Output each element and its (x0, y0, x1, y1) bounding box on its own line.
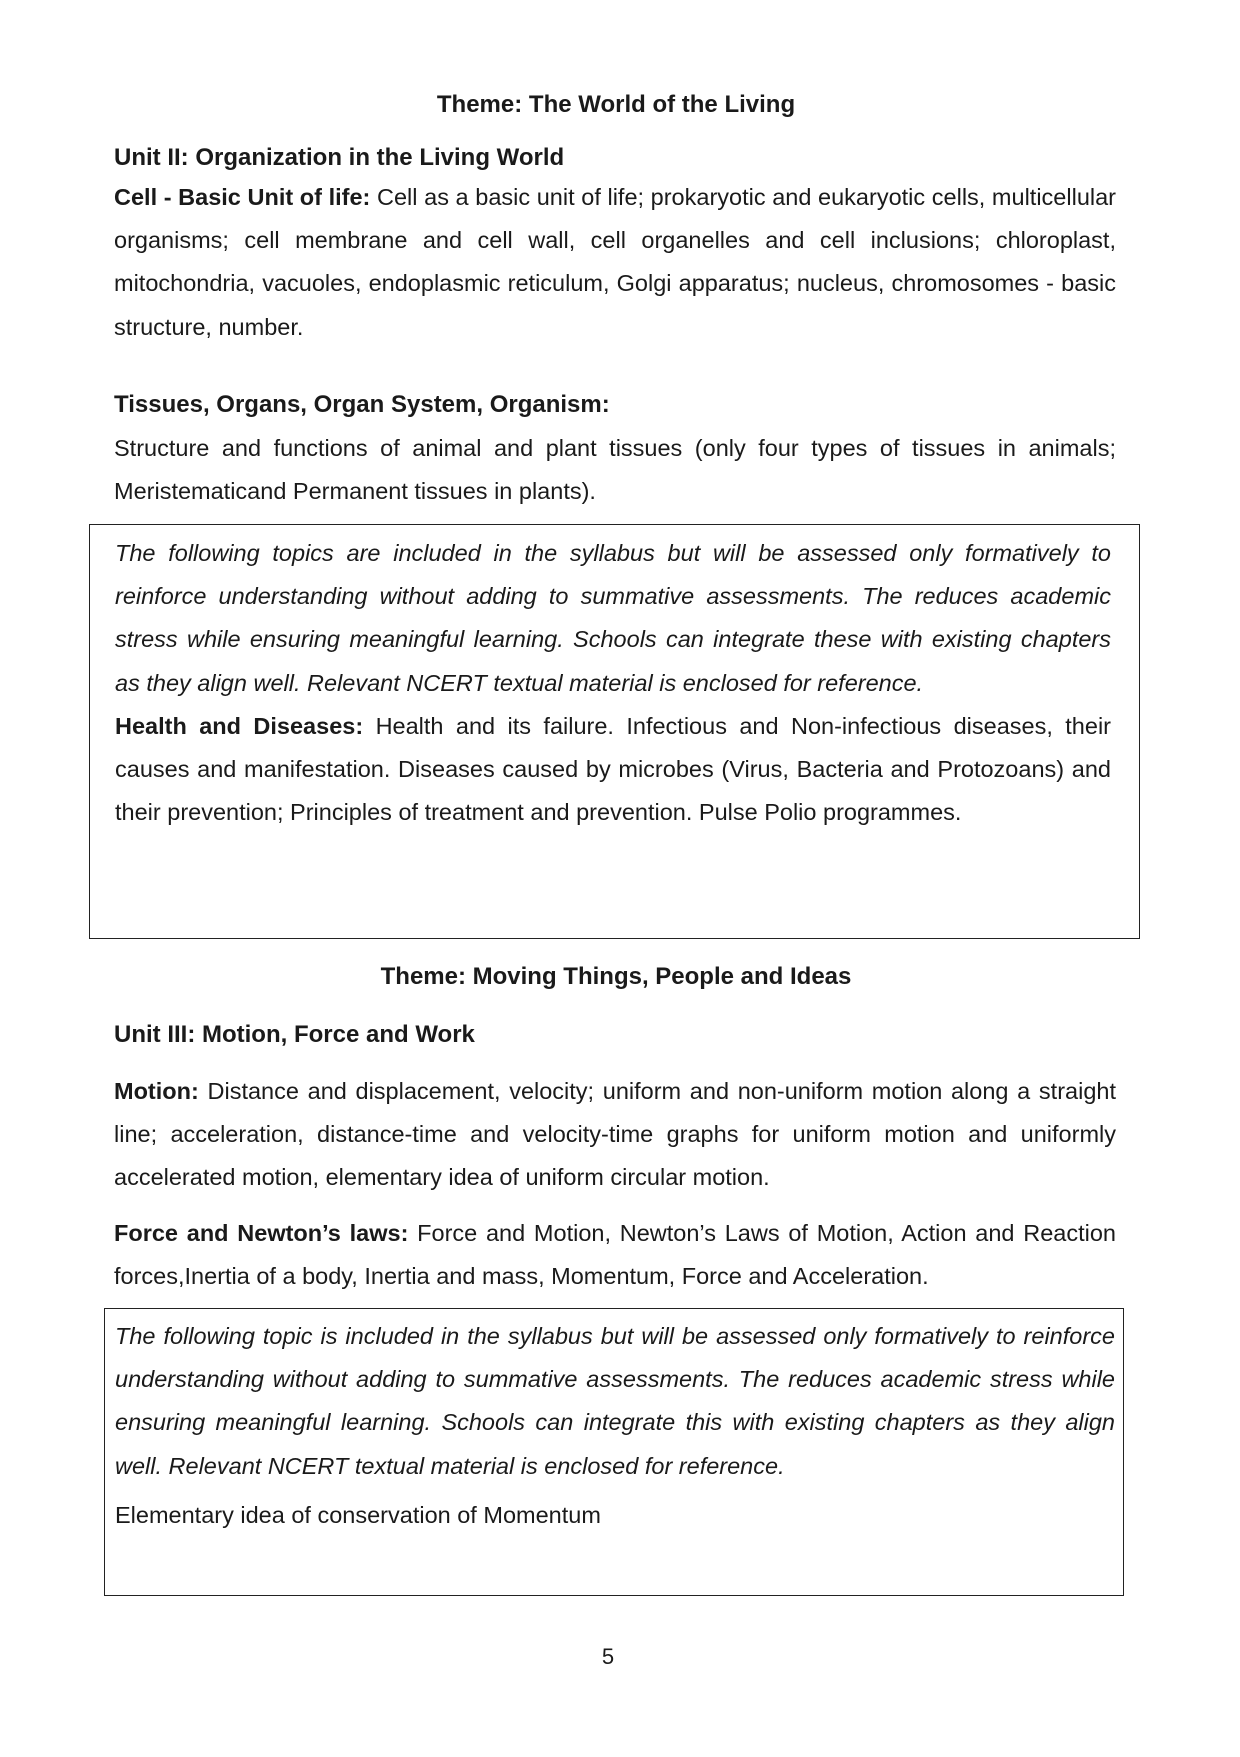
tissues-paragraph: Structure and functions of animal and plant tissues (only four types of tissues in animals; Meristematicand Permanent tissues in plants). (114, 435, 1116, 505)
theme-heading-living: Theme: The World of the Living (436, 91, 796, 118)
tissues-heading: Tissues, Organs, Organ System, Organism: (114, 391, 610, 418)
health-paragraph (115, 705, 1111, 835)
unit-ii-heading: Unit II: Organization in the Living World (114, 144, 565, 171)
force-text: Force and Motion, Newton’s Laws of Motion, Action and Reaction forces,Inertia of a body, Inertia and mass, Momentum, Force and Acceleration. (114, 1220, 1116, 1290)
motion-label: Motion: (114, 1078, 199, 1104)
formative-note-health: The following topics are included in the syllabus but will be assessed only formatively to reinforce understanding without adding to summative assessments. The reduces academic stress while ensuring meaningful learning. Schools can integrate these with existing chapters as they align well. Relevant NCERT textual material is enclosed for reference. (115, 540, 1111, 696)
health-label: Health and Diseases: (115, 712, 364, 739)
theme-heading-moving: Theme: Moving Things, People and Ideas (380, 963, 852, 990)
page-number: 5 (601, 1644, 615, 1669)
cell-text: Cell as a basic unit of life; prokaryotic and eukaryotic cells, multicellular organisms; cell membrane and cell wall, cell organelles and cell inclusions; chloroplast, mitochondria, vacuoles, endoplasmic reticulum, Golgi apparatus; nucleus, chromosomes - basic structure, number. (114, 184, 1116, 340)
force-label: Force and Newton’s laws: (114, 1220, 409, 1246)
force-paragraph (114, 1212, 1116, 1298)
formative-note-box-health (89, 524, 1140, 939)
unit-iii-heading: Unit III: Motion, Force and Work (114, 1021, 475, 1048)
cell-label: Cell - Basic Unit of life: (114, 184, 371, 210)
formative-note-momentum: The following topic is included in the syllabus but will be assessed only formatively to reinforce understanding without adding to summative assessments. The reduces academic stress while ensuring meaningful learning. Schools can integrate this with existing chapters as they align well. Relevant NCERT textual material is enclosed for reference. (115, 1323, 1115, 1479)
conservation-momentum-text: Elementary idea of conservation of Momentum (115, 1501, 601, 1528)
motion-paragraph (114, 1070, 1116, 1200)
health-text: Health and its failure. Infectious and Non-infectious diseases, their causes and manifestation. Diseases caused by microbes (Virus, Bacteria and Protozoans) and their prevention; Principles of treatment and prevention. Pulse Polio programmes. (115, 712, 1111, 826)
cell-paragraph (114, 176, 1116, 349)
formative-note-box-momentum (104, 1308, 1124, 1596)
motion-text: Distance and displacement, velocity; uniform and non-uniform motion along a straight line; acceleration, distance-time and velocity-time graphs for uniform motion and uniformly accelerated motion, elementary idea of uniform circular motion. (114, 1078, 1116, 1191)
